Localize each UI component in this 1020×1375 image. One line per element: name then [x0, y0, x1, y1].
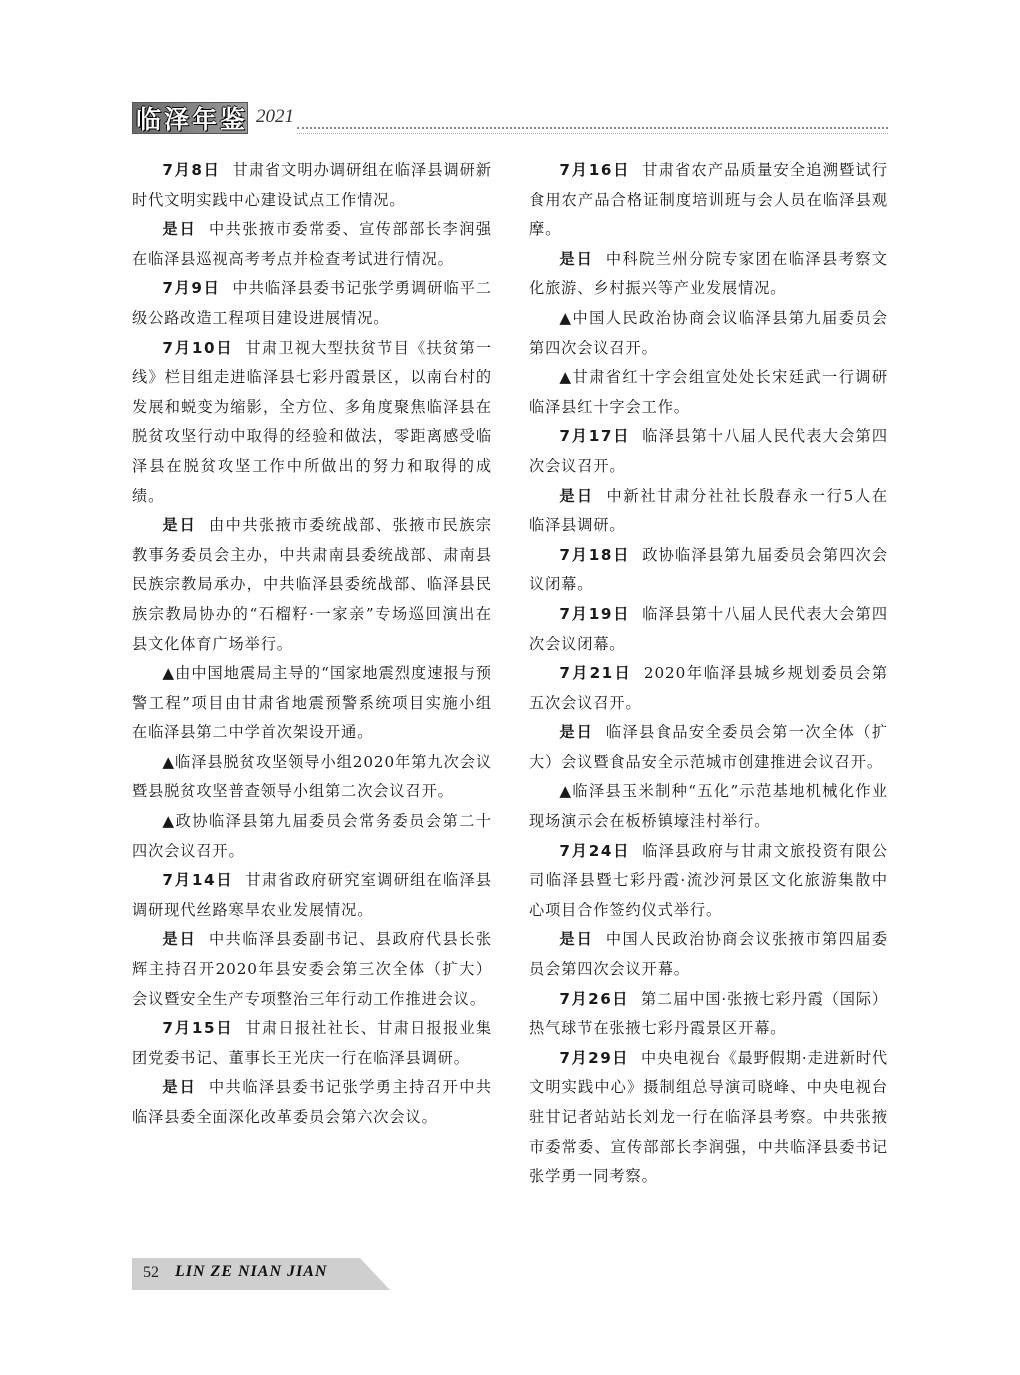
- entry-text: 临泽县第十八届人民代表大会第四次会议召开。: [529, 427, 889, 475]
- entry-text: 中共张掖市委常委、宣传部部长李润强在临泽县巡视高考考点并检查考试进行情况。: [132, 220, 492, 268]
- entry-text: 中科院兰州分院专家团在临泽县考察文化旅游、乡村振兴等产业发展情况。: [529, 249, 888, 298]
- entry-date: 是日: [559, 723, 594, 742]
- header-divider: [297, 127, 888, 134]
- chronicle-entry: [132, 925, 492, 1014]
- entry-text: ▲由中国地震局主导的“国家地震烈度速报与预警工程”项目由甘肃省地震预警系统项目实施小组在临泽县第二中学首次架设开通。: [132, 664, 492, 742]
- entry-text: 临泽县食品安全委员会第一次全体（扩大）会议暨食品安全示范城市创建推进会议召开。: [529, 723, 888, 771]
- entry-date: 7月16日: [559, 161, 631, 179]
- journal-name: LIN ZE NIAN JIAN: [175, 1263, 328, 1280]
- chronicle-entry: [529, 985, 888, 1044]
- entry-date: 7月17日: [559, 427, 631, 446]
- entry-date: 是日: [162, 220, 197, 239]
- right-column: [529, 156, 888, 1192]
- chronicle-entry: [132, 866, 492, 925]
- entry-text: 2020年临泽县城乡规划委员会第五次会议召开。: [529, 664, 888, 712]
- chronicle-entry: [132, 807, 492, 866]
- entry-date: 7月18日: [559, 545, 631, 564]
- entry-text: 中央电视台《最野假期·走进新时代文明实践中心》摄制组总导演司晓峰、中央电视台驻甘记者站站长刘龙一行在临泽县考察。中共张掖市委常委、宣传部部长李润强，中共临泽县委书记张学勇一同考察。: [529, 1048, 889, 1186]
- chronicle-entry: [132, 156, 492, 215]
- entry-date: 是日: [162, 1078, 197, 1097]
- chronicle-entry: [529, 156, 888, 245]
- entry-date: 7月14日: [162, 871, 234, 890]
- chronicle-entry: [132, 659, 492, 748]
- entry-date: 7月19日: [559, 604, 631, 623]
- entry-date: 7月21日: [559, 664, 632, 683]
- chronicle-entry: [132, 1014, 492, 1073]
- chronicle-entry: [529, 482, 888, 541]
- chronicle-entry: [529, 600, 888, 659]
- entry-text: 第二届中国·张掖七彩丹霞（国际）热气球节在张掖七彩丹霞景区开幕。: [529, 989, 889, 1038]
- entry-date: 是日: [162, 930, 197, 949]
- chronicle-entry: [529, 1044, 888, 1192]
- chronicle-entry: [529, 837, 888, 926]
- entry-text: 甘肃省政府研究室调研组在临泽县调研现代丝路寒旱农业发展情况。: [132, 871, 493, 919]
- chronicle-entry: [529, 541, 888, 600]
- entry-text: 甘肃卫视大型扶贫节目《扶贫第一线》栏目组走进临泽县七彩丹霞景区，以南台村的发展和蜕变为缩影，全方位、多角度聚焦临泽县在脱贫攻坚行动中取得的经验和做法，零距离感受临泽县在脱贫攻坚工作中所做出的努力和取得的成绩。: [132, 338, 493, 505]
- chronicle-entry: [529, 304, 888, 363]
- chronicle-entry: [132, 274, 492, 333]
- entry-text: ▲临泽县脱贫攻坚领导小组2020年第九次会议暨县脱贫攻坚普查领导小组第二次会议召开。: [132, 752, 492, 801]
- chronicle-entry: [132, 334, 492, 512]
- entry-date: 是日: [162, 516, 197, 535]
- chronicle-entry: [529, 659, 888, 718]
- entry-text: ▲政协临泽县第九届委员会常务委员会第二十四次会议召开。: [132, 812, 492, 860]
- entry-date: 7月9日: [162, 279, 221, 298]
- entry-text: 甘肃省农产品质量安全追溯暨试行食用农产品合格证制度培训班与会人员在临泽县观摩。: [529, 161, 889, 239]
- page-header: [132, 100, 888, 136]
- entry-text: ▲临泽县玉米制种“五化”示范基地机械化作业现场演示会在板桥镇壕洼村举行。: [529, 782, 888, 831]
- entry-date: 7月29日: [559, 1048, 629, 1067]
- entry-date: 7月8日: [162, 161, 221, 179]
- entry-text: 政协临泽县第九届委员会第四次会议闭幕。: [529, 545, 889, 594]
- entry-date: 7月24日: [559, 841, 631, 860]
- yearbook-title: 临泽年鉴: [136, 105, 249, 134]
- chronicle-entry: [529, 422, 888, 481]
- entry-text: 由中共张掖市委统战部、张掖市民族宗教事务委员会主办，中共肃南县委统战部、肃南县民族宗教局承办，中共临泽县委统战部、临泽县民族宗教局协办的“石榴籽·一家亲”专场巡回演出在县文化体育广场举行。: [132, 516, 492, 653]
- entry-text: 中共临泽县委副书记、县政府代县长张辉主持召开2020年县安委会第三次全体（扩大）会议暨安全生产专项整治三年行动工作推进会议。: [132, 930, 492, 1008]
- entry-date: 7月26日: [559, 989, 629, 1008]
- entry-text: 临泽县第十八届人民代表大会第四次会议闭幕。: [529, 604, 889, 653]
- chronicle-entry: [529, 718, 888, 777]
- entry-text: 中共临泽县委书记张学勇主持召开中共临泽县委全面深化改革委员会第六次会议。: [132, 1078, 492, 1126]
- entry-text: 中国人民政治协商会议张掖市第四届委员会第四次会议开幕。: [529, 930, 888, 979]
- entry-text: ▲甘肃省红十字会组宣处处长宋廷武一行调研临泽县红十字会工作。: [529, 368, 888, 416]
- entry-text: 甘肃省文明办调研组在临泽县调研新时代文明实践中心建设试点工作情况。: [132, 161, 492, 209]
- chronicle-entry: [529, 363, 888, 422]
- chronicle-entry: [132, 1073, 492, 1132]
- entry-text: 甘肃日报社社长、甘肃日报报业集团党委书记、董事长王光庆一行在临泽县调研。: [132, 1019, 493, 1067]
- entry-date: 7月15日: [162, 1019, 234, 1038]
- entry-text: 中共临泽县委书记张学勇调研临平二级公路改造工程项目建设进展情况。: [132, 279, 492, 327]
- left-column: [132, 156, 492, 1133]
- entry-date: 是日: [559, 486, 595, 505]
- entry-date: 是日: [559, 249, 594, 268]
- entry-date: 是日: [559, 930, 594, 949]
- entry-text: 中新社甘肃分社社长殷春永一行5人在临泽县调研。: [529, 486, 889, 535]
- entry-text: 临泽县政府与甘肃文旅投资有限公司临泽县暨七彩丹霞·流沙河景区文化旅游集散中心项目合作签约仪式举行。: [529, 841, 889, 919]
- page-number: 52: [143, 1264, 159, 1281]
- chronicle-entry: [132, 511, 492, 659]
- chronicle-entry: [132, 748, 492, 807]
- chronicle-entry: [529, 777, 888, 836]
- chronicle-entry: [529, 245, 888, 304]
- yearbook-year: 2021: [256, 106, 294, 127]
- chronicle-entry: [132, 215, 492, 274]
- entry-date: 7月10日: [162, 338, 234, 357]
- chronicle-entry: [529, 925, 888, 984]
- entry-text: ▲中国人民政治协商会议临泽县第九届委员会第四次会议召开。: [529, 308, 888, 357]
